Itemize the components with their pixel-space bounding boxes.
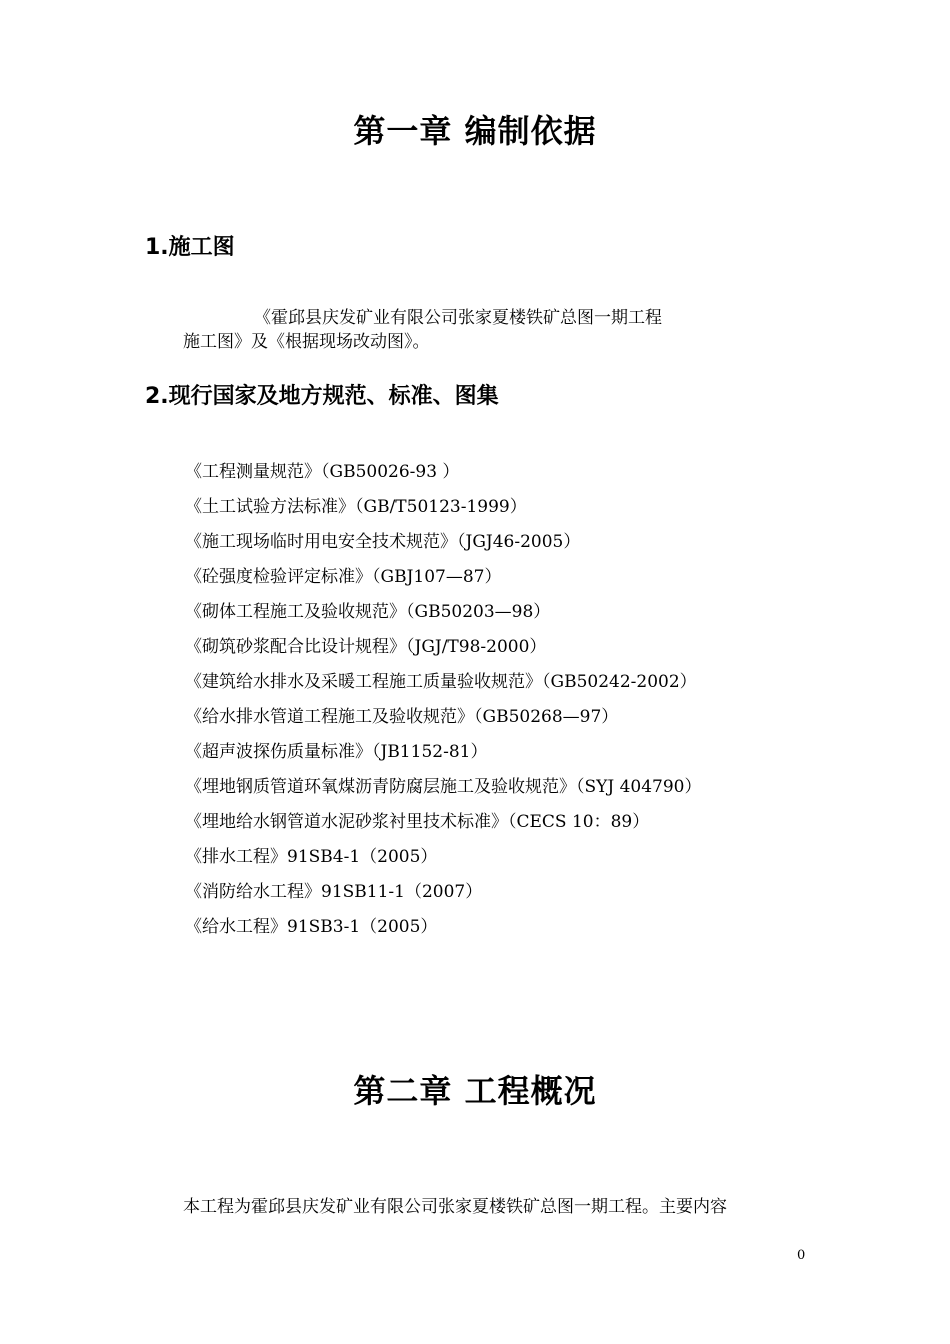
standards-list-item: 《工程测量规范》（GB50026-93 ） <box>185 462 460 482</box>
chapter-2-body-text: 本工程为霍邱县庆发矿业有限公司张家夏楼铁矿总图一期工程。主要内容 <box>183 1197 727 1217</box>
standards-list-item: 《给水排水管道工程施工及验收规范》（GB50268—97） <box>185 707 619 727</box>
section-1-heading: 1.施工图 <box>145 235 235 260</box>
page-number: 0 <box>797 1248 806 1263</box>
standards-list-item: 《砼强度检验评定标准》（GBJ107—87） <box>185 567 502 587</box>
section-1-text-line-1: 《霍邱县庆发矿业有限公司张家夏楼铁矿总图一期工程 <box>254 308 662 328</box>
standards-list-item: 《消防给水工程》91SB11-1（2007） <box>185 882 483 902</box>
section-2-heading: 2.现行国家及地方规范、标准、图集 <box>145 384 499 409</box>
standards-list-item: 《施工现场临时用电安全技术规范》（JGJ46-2005） <box>185 532 581 552</box>
standards-list-item: 《给水工程》91SB3-1（2005） <box>185 917 438 937</box>
standards-list-item: 《超声波探伤质量标准》（JB1152-81） <box>185 742 488 762</box>
chapter-2-title: 第二章 工程概况 <box>353 1072 597 1110</box>
standards-list-item: 《埋地钢质管道环氧煤沥青防腐层施工及验收规范》（SYJ 404790） <box>185 777 702 797</box>
standards-list-item: 《砌筑砂浆配合比设计规程》（JGJ/T98-2000） <box>185 637 547 657</box>
standards-list-item: 《建筑给水排水及采暖工程施工质量验收规范》（GB50242-2002） <box>185 672 697 692</box>
section-1-text-line-2: 施工图》及《根据现场改动图》。 <box>183 332 430 352</box>
standards-list-item: 《排水工程》91SB4-1（2005） <box>185 847 438 867</box>
standards-list-item: 《砌体工程施工及验收规范》（GB50203—98） <box>185 602 551 622</box>
standards-list-item: 《埋地给水钢管道水泥砂浆衬里技术标准》（CECS 10：89） <box>185 812 650 832</box>
standards-list <box>185 455 701 945</box>
chapter-1-title: 第一章 编制依据 <box>353 112 597 150</box>
standards-list-item: 《土工试验方法标准》（GB/T50123-1999） <box>185 497 527 517</box>
